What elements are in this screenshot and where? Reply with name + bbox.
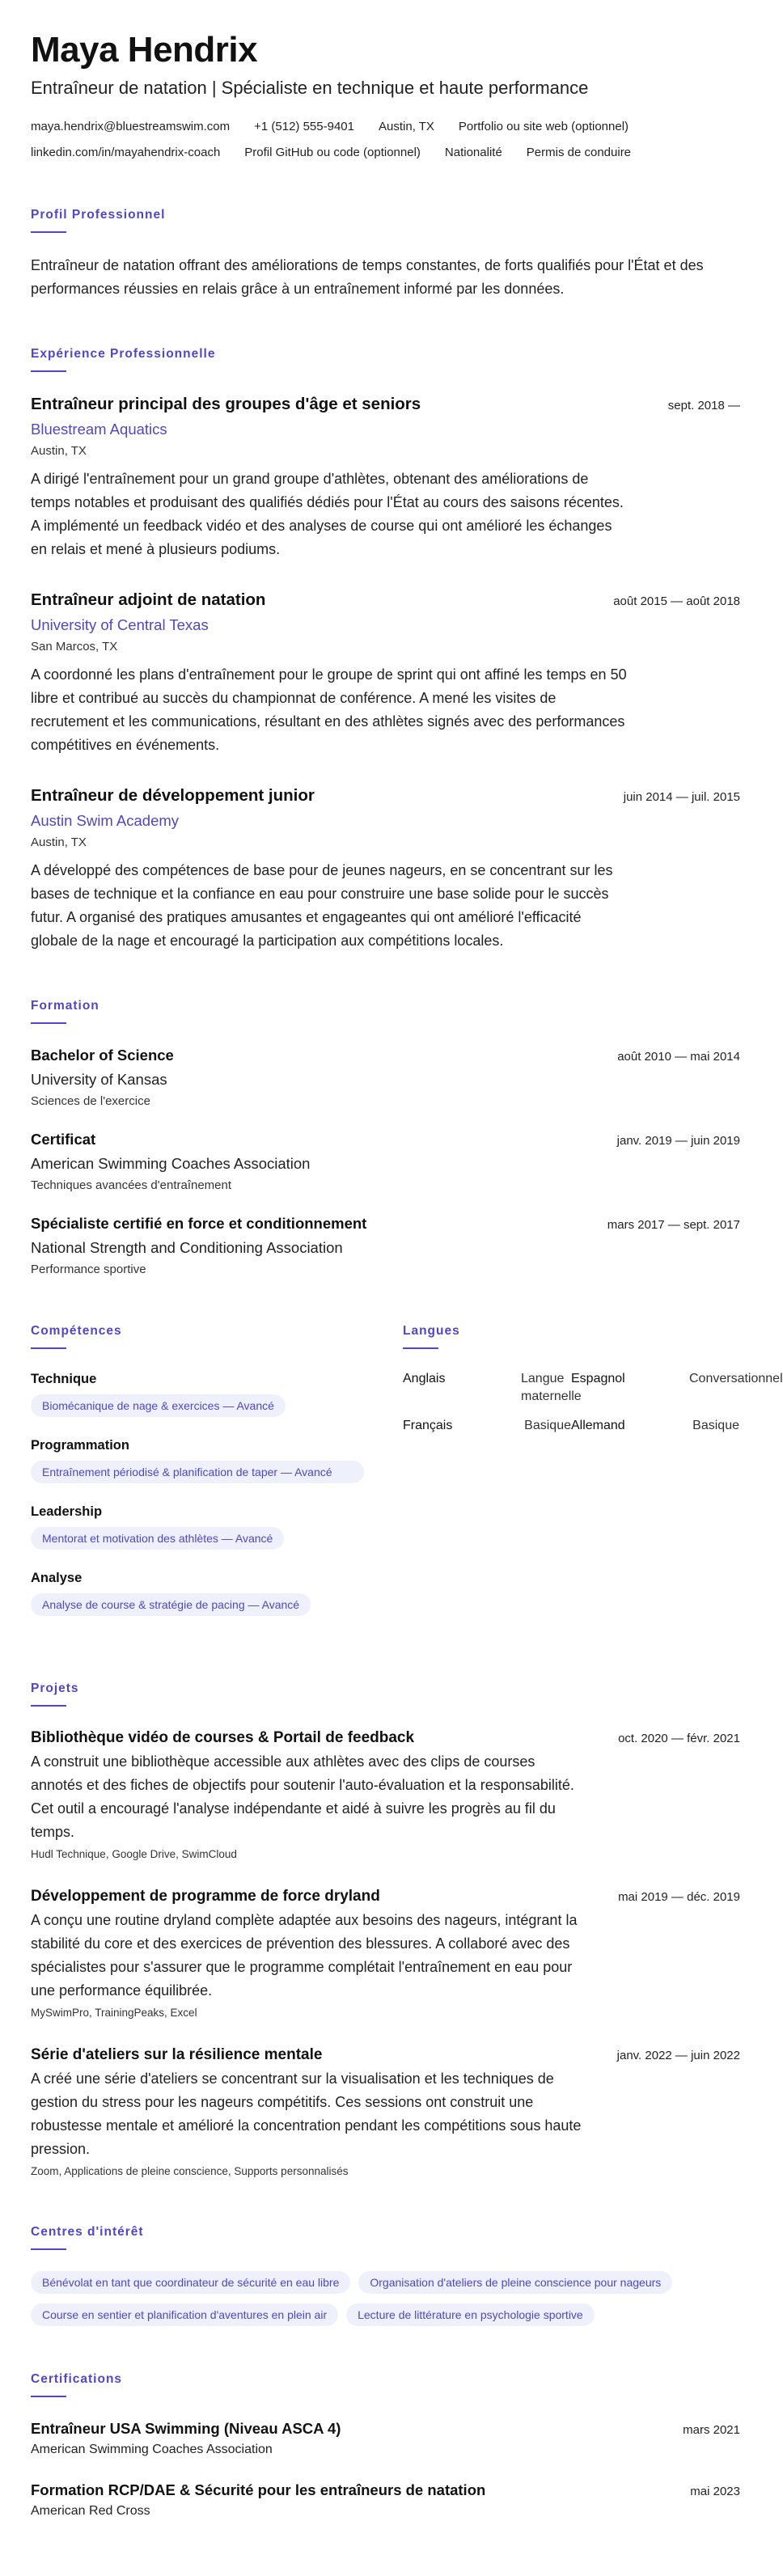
experience-item bbox=[31, 589, 740, 757]
skill-category: Programmation bbox=[31, 1438, 129, 1453]
skill-category: Leadership bbox=[31, 1504, 103, 1519]
skills-languages-row bbox=[31, 1323, 783, 1635]
skill-group bbox=[31, 1370, 403, 1417]
candidate-name: Maya Hendrix bbox=[31, 30, 258, 70]
project-tools: MySwimPro, TrainingPeaks, Excel bbox=[31, 2007, 197, 2019]
contact-portfolio[interactable]: Portfolio ou site web (optionnel) bbox=[458, 120, 629, 133]
languages-section bbox=[403, 1323, 783, 1635]
interest-chip: Course en sentier et planification d'aventures en plein air bbox=[31, 2303, 338, 2326]
candidate-headline: Entraîneur de natation | Spécialiste en technique et haute performance bbox=[31, 78, 589, 98]
job-company: Austin Swim Academy bbox=[31, 812, 180, 829]
edu-field: Sciences de l'exercice bbox=[31, 1094, 150, 1108]
language-level: Langue maternelle bbox=[521, 1372, 582, 1403]
project-title: Développement de programme de force dryland bbox=[31, 1888, 380, 1905]
skill-category: Analyse bbox=[31, 1571, 83, 1585]
job-description: A dirigé l'entraînement pour un grand groupe d'athlètes, obtenant des améliorations de temps notables et produisant des qualifiés dédiés pour l'État au cours des saisons récentes. A implémenté un feedback vidéo et des analyses de course qui ont amélioré les échanges en relais et mené à plusieurs podiums. bbox=[31, 471, 624, 557]
edu-dates: mars 2017 — sept. 2017 bbox=[607, 1218, 740, 1232]
edu-school: National Strength and Conditioning Association bbox=[31, 1239, 343, 1256]
language-name: Allemand bbox=[571, 1419, 625, 1432]
section-title: Certifications bbox=[31, 2372, 123, 2386]
edu-school: American Swimming Coaches Association bbox=[31, 1155, 311, 1172]
resume-header bbox=[31, 29, 740, 162]
skill-chip: Entraînement périodisé & planification de taper — Avancé bbox=[31, 1461, 364, 1483]
edu-degree: Bachelor of Science bbox=[31, 1047, 174, 1064]
edu-dates: août 2010 — mai 2014 bbox=[617, 1050, 740, 1064]
section-divider bbox=[403, 1347, 438, 1349]
education-section bbox=[31, 998, 740, 1278]
cert-title: Entraîneur USA Swimming (Niveau ASCA 4) bbox=[31, 2420, 341, 2437]
skill-group bbox=[31, 1436, 403, 1483]
project-dates: janv. 2022 — juin 2022 bbox=[616, 2049, 740, 2062]
projects-section bbox=[31, 1681, 740, 2179]
contact-nationality: Nationalité bbox=[444, 146, 502, 159]
job-company: University of Central Texas bbox=[31, 616, 209, 633]
contact-location: Austin, TX bbox=[379, 120, 434, 133]
job-dates: août 2015 — août 2018 bbox=[613, 594, 740, 608]
interests-list bbox=[31, 2271, 740, 2326]
project-item bbox=[31, 2045, 740, 2179]
section-divider bbox=[31, 370, 66, 372]
language-name: Anglais bbox=[403, 1372, 446, 1385]
job-dates: sept. 2018 — bbox=[667, 399, 740, 412]
interest-chip: Bénévolat en tant que coordinateur de sécurité en eau libre bbox=[31, 2271, 350, 2294]
skill-group bbox=[31, 1503, 403, 1550]
project-description: A conçu une routine dryland complète adaptée aux besoins des nageurs, intégrant la stabilité du core et des exercices de prévention des blessures. A collaboré avec des spécialistes pour s'assurer que le programme complétait l'entraînement en eau pour une performance équilibrée. bbox=[31, 1912, 578, 1999]
job-location: Austin, TX bbox=[31, 444, 87, 458]
project-description: A construit une bibliothèque accessible aux athlètes avec des clips de courses annotés et des fiches de objectifs pour soutenir l'auto-évaluation et la responsabilité. Cet outil a encouragé l'analyse indépendante et aidé à suivre les progrès au fil du temps. bbox=[31, 1753, 574, 1840]
edu-degree: Spécialiste certifié en force et conditionnement bbox=[31, 1215, 367, 1232]
job-description: A développé des compétences de base pour de jeunes nageurs, en se concentrant sur les bases de technique et la confiance en eau pour construire une base solide pour le succès futur. A organisé des pratiques amusantes et engageantes qui ont amélioré l'efficacité globale de la nage et encouragé la participation aux compétitions locales. bbox=[31, 862, 613, 949]
experience-item bbox=[31, 785, 740, 953]
section-divider bbox=[31, 231, 66, 233]
edu-school: University of Kansas bbox=[31, 1071, 167, 1088]
summary-text: Entraîneur de natation offrant des améliorations de temps constantes, de forts qualifiés pour l'État et des performances réussies en relais grâce à un entraînement informé par les données. bbox=[31, 257, 704, 297]
interest-chip: Organisation d'ateliers de pleine conscience pour nageurs bbox=[358, 2271, 672, 2294]
certification-item bbox=[31, 2480, 740, 2520]
contact-github[interactable]: Profil GitHub ou code (optionnel) bbox=[244, 146, 421, 159]
project-title: Série d'ateliers sur la résilience mentale bbox=[31, 2046, 323, 2063]
section-title: Profil Professionnel bbox=[31, 208, 166, 222]
cert-issuer: American Red Cross bbox=[31, 2504, 150, 2518]
section-divider bbox=[31, 1705, 66, 1707]
language-level: Conversationnel bbox=[689, 1372, 783, 1385]
languages-grid bbox=[403, 1370, 783, 1435]
contact-email[interactable]: maya.hendrix@bluestreamswim.com bbox=[31, 120, 231, 133]
job-company: Bluestream Aquatics bbox=[31, 421, 167, 438]
edu-dates: janv. 2019 — juin 2019 bbox=[616, 1134, 740, 1148]
edu-field: Performance sportive bbox=[31, 1263, 146, 1276]
certification-item bbox=[31, 2418, 740, 2459]
job-title: Entraîneur adjoint de natation bbox=[31, 590, 266, 609]
project-item bbox=[31, 1886, 740, 2020]
skills-section bbox=[31, 1323, 403, 1635]
cert-title: Formation RCP/DAE & Sécurité pour les entraîneurs de natation bbox=[31, 2481, 486, 2498]
interests-section bbox=[31, 2224, 740, 2326]
section-divider bbox=[31, 2248, 66, 2250]
job-title: Entraîneur principal des groupes d'âge et seniors bbox=[31, 395, 421, 413]
contact-license: Permis de conduire bbox=[526, 146, 632, 159]
section-title: Langues bbox=[403, 1324, 460, 1338]
contact-info bbox=[31, 118, 740, 162]
skill-chip: Mentorat et motivation des athlètes — Avancé bbox=[31, 1527, 284, 1550]
contact-phone[interactable]: +1 (512) 555-9401 bbox=[254, 120, 354, 133]
experience-section bbox=[31, 346, 740, 953]
skill-chip: Biomécanique de nage & exercices — Avancé bbox=[31, 1394, 286, 1417]
language-name: Espagnol bbox=[571, 1372, 625, 1385]
language-name: Français bbox=[403, 1419, 453, 1432]
language-level: Basique bbox=[692, 1419, 739, 1432]
project-description: A créé une série d'ateliers se concentrant sur la visualisation et les techniques de gestion du stress pour les nageurs compétitifs. Ces sessions ont construit une robustesse mentale et amélioré la concentration pendant les compétitions sous haute pression. bbox=[31, 2071, 582, 2157]
job-location: Austin, TX bbox=[31, 835, 87, 849]
education-item bbox=[31, 1129, 740, 1194]
section-title: Projets bbox=[31, 1681, 79, 1695]
education-item bbox=[31, 1045, 740, 1110]
education-item bbox=[31, 1213, 740, 1278]
cert-date: mars 2021 bbox=[683, 2423, 740, 2437]
section-title: Compétences bbox=[31, 1324, 122, 1338]
project-dates: oct. 2020 — févr. 2021 bbox=[618, 1732, 740, 1745]
cert-issuer: American Swimming Coaches Association bbox=[31, 2443, 273, 2456]
contact-linkedin[interactable]: linkedin.com/in/mayahendrix-coach bbox=[31, 146, 221, 159]
edu-degree: Certificat bbox=[31, 1131, 96, 1148]
section-divider bbox=[31, 2396, 66, 2397]
certifications-section bbox=[31, 2371, 740, 2520]
job-description: A coordonné les plans d'entraînement pour le groupe de sprint qui ont affiné les temps en 50 libre et contribué au succès du championnat de conférence. A mené les visites de recrutement et les communications, résultant en des athlètes signés avec des performances compétitives en événements. bbox=[31, 666, 627, 753]
project-tools: Zoom, Applications de pleine conscience, Supports personnalisés bbox=[31, 2165, 349, 2177]
interest-chip: Lecture de littérature en psychologie sportive bbox=[346, 2303, 595, 2326]
job-dates: juin 2014 — juil. 2015 bbox=[623, 790, 740, 804]
project-title: Bibliothèque vidéo de courses & Portail de feedback bbox=[31, 1729, 415, 1746]
summary-section bbox=[31, 207, 740, 301]
skill-category: Technique bbox=[31, 1372, 97, 1386]
section-title: Expérience Professionnelle bbox=[31, 347, 216, 361]
section-title: Centres d'intérêt bbox=[31, 2225, 144, 2239]
cert-date: mai 2023 bbox=[690, 2485, 740, 2498]
section-divider bbox=[31, 1022, 66, 1024]
skill-chip: Analyse de course & stratégie de pacing — Avancé bbox=[31, 1593, 311, 1616]
project-item bbox=[31, 1728, 740, 1862]
job-location: San Marcos, TX bbox=[31, 640, 118, 654]
section-divider bbox=[31, 1347, 66, 1349]
job-title: Entraîneur de développement junior bbox=[31, 786, 315, 805]
experience-item bbox=[31, 393, 740, 561]
project-tools: Hudl Technique, Google Drive, SwimCloud bbox=[31, 1848, 237, 1860]
section-title: Formation bbox=[31, 999, 99, 1013]
language-level: Basique bbox=[524, 1419, 571, 1432]
skill-group bbox=[31, 1569, 403, 1616]
project-dates: mai 2019 — déc. 2019 bbox=[618, 1890, 740, 1904]
edu-field: Techniques avancées d'entraînement bbox=[31, 1178, 232, 1192]
